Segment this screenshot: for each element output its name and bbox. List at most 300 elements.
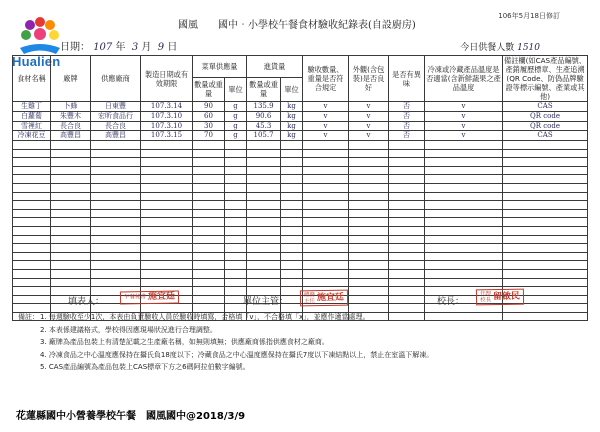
col-arrival-group: 進貨量: [247, 56, 303, 78]
cell-temp-ok: 否: [389, 121, 425, 131]
cell-ingredient: [13, 218, 51, 227]
cell-supplier: 日東豐: [91, 102, 141, 112]
cell-notes: [503, 158, 588, 167]
cell-brand: [51, 226, 91, 235]
cell-dates: [141, 201, 193, 210]
cell-check-qty: v: [303, 131, 349, 141]
cell-arrival-unit: [281, 244, 303, 253]
cell-arrival-qty: [247, 261, 281, 270]
note-item: 1. 每週驗收至少1次，本表由負責驗收人員於驗收時填寫，合格填「v」，不合格填「x」，並應作適當處理。: [40, 313, 370, 321]
cell-brand: [51, 244, 91, 253]
cell-dates: [141, 261, 193, 270]
col-cold-temp: 冷凍或冷藏產品溫度是否適當(含新鮮蔬果之產品溫度: [425, 56, 503, 102]
cell-order-qty: [193, 175, 225, 184]
cell-arrival-qty: [247, 175, 281, 184]
col-temp-ok: 是否有異味: [389, 56, 425, 102]
cell-order-qty: [193, 201, 225, 210]
cell-dates: [141, 269, 193, 278]
cell-arrival-qty: [247, 226, 281, 235]
cell-check-pack: [349, 141, 389, 150]
cell-arrival-qty: [247, 183, 281, 192]
cell-ingredient: [13, 278, 51, 287]
cell-check-pack: [349, 295, 389, 304]
cell-check-qty: [303, 226, 349, 235]
cell-order-qty: [193, 244, 225, 253]
cell-check-pack: [349, 166, 389, 175]
cell-supplier: [91, 175, 141, 184]
col-check-pack: 外觀(含包裝)是否良好: [349, 56, 389, 102]
cell-check-pack: [349, 226, 389, 235]
cell-arrival-qty: [247, 166, 281, 175]
cell-check-pack: [349, 244, 389, 253]
cell-arrival-unit: [281, 218, 303, 227]
cell-arrival-unit: [281, 226, 303, 235]
cell-order-qty: [193, 183, 225, 192]
cell-order-unit: g: [225, 121, 247, 131]
cell-notes: [503, 141, 588, 150]
cell-notes: [503, 149, 588, 158]
cell-dates: [141, 209, 193, 218]
cell-cold-temp: v: [425, 131, 503, 141]
cell-cold-temp: [425, 261, 503, 270]
cell-check-qty: [303, 141, 349, 150]
cell-order-unit: [225, 209, 247, 218]
cell-arrival-unit: [281, 149, 303, 158]
cell-order-unit: [225, 166, 247, 175]
cell-dates: [141, 252, 193, 261]
cell-brand: [51, 141, 91, 150]
cell-notes: [503, 269, 588, 278]
principal-label: 校長：: [437, 297, 465, 307]
table-row: [13, 111, 588, 121]
cell-check-qty: [303, 218, 349, 227]
cell-arrival-qty: [247, 149, 281, 158]
cell-cold-temp: [425, 218, 503, 227]
cell-arrival-qty: 90.6: [247, 111, 281, 121]
filler-stamp-name: 施宜廷: [147, 291, 176, 303]
table-row: [13, 166, 588, 175]
cell-brand: [51, 166, 91, 175]
cell-brand: [51, 209, 91, 218]
cell-order-unit: g: [225, 102, 247, 112]
cell-cold-temp: v: [425, 121, 503, 131]
principal-stamp-title2: 校長: [480, 297, 492, 304]
cell-dates: 107.3.15: [141, 131, 193, 141]
cell-arrival-unit: [281, 252, 303, 261]
form-title: 國風 國中‧小學校午餐食材驗收紀錄表(自設廚房): [178, 20, 416, 31]
cell-ingredient: [13, 149, 51, 158]
cell-brand: 長合良: [51, 121, 91, 131]
cell-temp-ok: [389, 261, 425, 270]
cell-dates: [141, 278, 193, 287]
cell-arrival-unit: [281, 166, 303, 175]
cell-check-qty: [303, 149, 349, 158]
cell-order-unit: [225, 149, 247, 158]
cell-arrival-qty: 135.9: [247, 102, 281, 112]
cell-check-qty: [303, 183, 349, 192]
cell-brand: [51, 158, 91, 167]
cell-brand: [51, 201, 91, 210]
cell-check-pack: [349, 158, 389, 167]
cell-ingredient: [13, 295, 51, 304]
cell-notes: [503, 175, 588, 184]
cell-notes: CAS: [503, 131, 588, 141]
cell-arrival-unit: [281, 158, 303, 167]
cell-check-pack: [349, 149, 389, 158]
cell-order-unit: [225, 235, 247, 244]
cell-supplier: [91, 261, 141, 270]
principal-stamp-name: 留啟民: [492, 291, 521, 302]
cell-cold-temp: [425, 183, 503, 192]
supervisor-stamp-title2: 主任: [304, 298, 316, 305]
note-item: 3. 廠牌為產品包裝上有清楚記載之生產廠名稱，如無則填無；供應廠商係指供應食材之廠商。: [40, 338, 329, 346]
supply-count: [460, 40, 540, 53]
cell-arrival-qty: [247, 141, 281, 150]
cell-order-unit: [225, 192, 247, 201]
cell-order-qty: [193, 278, 225, 287]
cell-supplier: [91, 209, 141, 218]
cell-order-qty: [193, 158, 225, 167]
date-label: 日期：: [60, 42, 90, 53]
cell-dates: [141, 149, 193, 158]
cell-brand: [51, 149, 91, 158]
cell-ingredient: [13, 261, 51, 270]
cell-brand: [51, 261, 91, 270]
cell-order-unit: g: [225, 111, 247, 121]
table-row: [13, 175, 588, 184]
cell-order-qty: [193, 261, 225, 270]
cell-check-pack: v: [349, 111, 389, 121]
table-row: [13, 252, 588, 261]
cell-dates: [141, 183, 193, 192]
cell-arrival-qty: [247, 244, 281, 253]
cell-check-qty: [303, 244, 349, 253]
cell-supplier: 宏昕食品行: [91, 111, 141, 121]
cell-cold-temp: [425, 166, 503, 175]
cell-order-unit: [225, 244, 247, 253]
cell-notes: [503, 235, 588, 244]
cell-check-qty: [303, 209, 349, 218]
cell-dates: [141, 192, 193, 201]
cell-order-qty: [193, 295, 225, 304]
year-unit: 年: [115, 42, 126, 53]
cell-check-pack: v: [349, 102, 389, 112]
cell-supplier: [91, 201, 141, 210]
cell-check-qty: [303, 252, 349, 261]
table-row: [13, 131, 588, 141]
cell-arrival-unit: [281, 183, 303, 192]
cell-order-qty: [193, 192, 225, 201]
cell-temp-ok: [389, 278, 425, 287]
cell-dates: [141, 218, 193, 227]
cell-temp-ok: [389, 235, 425, 244]
cell-cold-temp: [425, 192, 503, 201]
table-row: [13, 261, 588, 270]
cell-temp-ok: 否: [389, 102, 425, 112]
revision-date: 106年5月18日修訂: [498, 12, 560, 20]
cell-cold-temp: v: [425, 111, 503, 121]
cell-temp-ok: [389, 166, 425, 175]
date-day: 9: [157, 42, 165, 53]
cell-order-qty: [193, 218, 225, 227]
cell-arrival-unit: [281, 175, 303, 184]
cell-temp-ok: [389, 269, 425, 278]
supervisor-label: 單位主管：: [243, 297, 289, 307]
cell-dates: [141, 235, 193, 244]
cell-order-qty: [193, 166, 225, 175]
cell-check-pack: [349, 278, 389, 287]
cell-arrival-unit: kg: [281, 111, 303, 121]
cell-supplier: [91, 166, 141, 175]
filler-stamp: [120, 290, 179, 304]
cell-check-qty: [303, 192, 349, 201]
table-row: [13, 226, 588, 235]
cell-ingredient: [13, 192, 51, 201]
cell-arrival-qty: [247, 218, 281, 227]
month-unit: 月: [141, 42, 152, 53]
cell-arrival-qty: [247, 269, 281, 278]
filler-label: 填表人：: [68, 297, 105, 307]
cell-notes: [503, 218, 588, 227]
cell-brand: [51, 278, 91, 287]
table-row: [13, 209, 588, 218]
col-arrival-unit: 單位: [281, 77, 303, 101]
table-row: [13, 149, 588, 158]
cell-check-qty: [303, 269, 349, 278]
date-year: 107: [93, 42, 113, 53]
cell-dates: 107.3.14: [141, 102, 193, 112]
cell-brand: [51, 183, 91, 192]
cell-brand: [51, 252, 91, 261]
table-row: [13, 201, 588, 210]
cell-brand: [51, 175, 91, 184]
table-row: [13, 192, 588, 201]
cell-supplier: 長合良: [91, 121, 141, 131]
supply-count-value: 1510: [517, 43, 540, 53]
cell-supplier: [91, 235, 141, 244]
cell-notes: [503, 192, 588, 201]
cell-temp-ok: [389, 287, 425, 296]
cell-ingredient: [13, 175, 51, 184]
cell-arrival-qty: 45.3: [247, 121, 281, 131]
cell-ingredient: [13, 209, 51, 218]
supervisor-stamp: [300, 290, 348, 307]
cell-supplier: [91, 244, 141, 253]
cell-arrival-qty: [247, 278, 281, 287]
cell-supplier: [91, 192, 141, 201]
cell-cold-temp: [425, 175, 503, 184]
cell-notes: [503, 244, 588, 253]
inspection-table: [12, 55, 588, 321]
cell-check-qty: v: [303, 111, 349, 121]
cell-ingredient: [13, 141, 51, 150]
table-row: [13, 244, 588, 253]
cell-brand: [51, 269, 91, 278]
cell-cold-temp: [425, 226, 503, 235]
cell-brand: 卜蜂: [51, 102, 91, 112]
cell-arrival-qty: [247, 158, 281, 167]
cell-dates: 107.3.10: [141, 121, 193, 131]
cell-notes: [503, 261, 588, 270]
cell-temp-ok: [389, 192, 425, 201]
cell-supplier: [91, 158, 141, 167]
cell-dates: [141, 166, 193, 175]
cell-order-unit: [225, 175, 247, 184]
cell-dates: [141, 244, 193, 253]
cell-temp-ok: [389, 149, 425, 158]
cell-order-qty: 90: [193, 102, 225, 112]
cell-check-pack: [349, 175, 389, 184]
cell-ingredient: [13, 287, 51, 296]
cell-ingredient: [13, 244, 51, 253]
cell-supplier: [91, 218, 141, 227]
date-row: [60, 38, 177, 53]
cell-cold-temp: [425, 278, 503, 287]
cell-order-unit: [225, 183, 247, 192]
cell-check-pack: [349, 269, 389, 278]
cell-order-qty: [193, 235, 225, 244]
cell-notes: [503, 201, 588, 210]
cell-ingredient: [13, 226, 51, 235]
cell-notes: [503, 166, 588, 175]
notes-section: [18, 311, 593, 374]
cell-supplier: [91, 183, 141, 192]
cell-ingredient: [13, 252, 51, 261]
cell-temp-ok: [389, 244, 425, 253]
table-row: [13, 141, 588, 150]
col-dates: 製造日期或有效期限: [141, 56, 193, 102]
cell-arrival-qty: [247, 192, 281, 201]
cell-dates: [141, 141, 193, 150]
cell-check-pack: [349, 192, 389, 201]
cell-brand: 高豐昌: [51, 131, 91, 141]
table-row: [13, 235, 588, 244]
col-order-group: 菜單供應量: [193, 56, 247, 78]
cell-temp-ok: [389, 209, 425, 218]
cell-check-pack: [349, 287, 389, 296]
cell-arrival-qty: [247, 209, 281, 218]
cell-arrival-qty: [247, 235, 281, 244]
cell-ingredient: [13, 269, 51, 278]
cell-temp-ok: [389, 295, 425, 304]
table-row: [13, 278, 588, 287]
cell-temp-ok: [389, 183, 425, 192]
cell-cold-temp: v: [425, 102, 503, 112]
cell-temp-ok: [389, 218, 425, 227]
cell-order-qty: [193, 252, 225, 261]
col-notes: 備註欄(如CAS產品編號、產銷履歷標章、生產追溯(QR Code、防偽品牌驗證等標示編號、產業或其他): [504, 56, 587, 101]
cell-order-unit: [225, 261, 247, 270]
cell-check-pack: [349, 183, 389, 192]
cell-check-qty: [303, 235, 349, 244]
cell-notes: [503, 183, 588, 192]
cell-check-qty: [303, 175, 349, 184]
cell-order-unit: [225, 158, 247, 167]
cell-arrival-unit: kg: [281, 102, 303, 112]
cell-brand: [51, 192, 91, 201]
cell-check-pack: [349, 218, 389, 227]
cell-temp-ok: 否: [389, 131, 425, 141]
cell-notes: QR code: [503, 121, 588, 131]
cell-check-pack: [349, 235, 389, 244]
cell-arrival-unit: [281, 269, 303, 278]
cell-order-unit: [225, 218, 247, 227]
cell-order-qty: [193, 141, 225, 150]
cell-order-unit: [225, 252, 247, 261]
cell-order-qty: [193, 209, 225, 218]
footer-caption: 花蓮縣國中小營養學校午餐 國風國中@2018/3/9: [16, 411, 246, 422]
cell-check-pack: [349, 261, 389, 270]
date-month: 3: [131, 42, 139, 53]
cell-order-qty: [193, 287, 225, 296]
supervisor-stamp-name: 施宜廷: [316, 292, 345, 303]
cell-cold-temp: [425, 141, 503, 150]
cell-check-qty: [303, 278, 349, 287]
cell-arrival-unit: [281, 278, 303, 287]
cell-temp-ok: [389, 158, 425, 167]
cell-arrival-unit: [281, 201, 303, 210]
table-row: [13, 158, 588, 167]
cell-arrival-qty: [247, 252, 281, 261]
cell-cold-temp: [425, 149, 503, 158]
cell-order-qty: [193, 269, 225, 278]
cell-check-qty: v: [303, 121, 349, 131]
cell-dates: [141, 158, 193, 167]
cell-cold-temp: [425, 269, 503, 278]
cell-supplier: [91, 226, 141, 235]
cell-notes: QR code: [503, 111, 588, 121]
cell-order-qty: 60: [193, 111, 225, 121]
cell-check-pack: [349, 209, 389, 218]
cell-order-unit: [225, 278, 247, 287]
cell-arrival-unit: kg: [281, 131, 303, 141]
principal-stamp: [476, 289, 524, 306]
cell-order-unit: [225, 269, 247, 278]
cell-arrival-unit: [281, 261, 303, 270]
cell-cold-temp: [425, 209, 503, 218]
table-row: [13, 218, 588, 227]
cell-ingredient: 白蘿蔔: [13, 111, 51, 121]
cell-ingredient: [13, 158, 51, 167]
cell-dates: [141, 175, 193, 184]
cell-supplier: [91, 141, 141, 150]
notes-label: 備註：: [18, 313, 39, 321]
cell-cold-temp: [425, 235, 503, 244]
cell-order-unit: [225, 226, 247, 235]
cell-temp-ok: [389, 226, 425, 235]
cell-order-qty: 70: [193, 131, 225, 141]
note-item: 2. 本表係建議格式，學校得因應現場狀況進行合理調整。: [40, 325, 217, 334]
cell-check-qty: [303, 261, 349, 270]
cell-order-qty: 30: [193, 121, 225, 131]
cell-arrival-unit: [281, 209, 303, 218]
cell-temp-ok: [389, 201, 425, 210]
table-row: [13, 102, 588, 112]
cell-ingredient: [13, 183, 51, 192]
cell-supplier: 高豐昌: [91, 131, 141, 141]
cell-ingredient: [13, 166, 51, 175]
cell-notes: [503, 226, 588, 235]
cell-temp-ok: [389, 141, 425, 150]
supervisor-stamp-title1: 總務: [303, 292, 316, 299]
cell-arrival-qty: [247, 201, 281, 210]
cell-check-qty: [303, 158, 349, 167]
cell-check-qty: [303, 201, 349, 210]
cell-supplier: [91, 149, 141, 158]
cell-check-pack: [349, 201, 389, 210]
cell-temp-ok: 否: [389, 111, 425, 121]
cell-supplier: [91, 278, 141, 287]
